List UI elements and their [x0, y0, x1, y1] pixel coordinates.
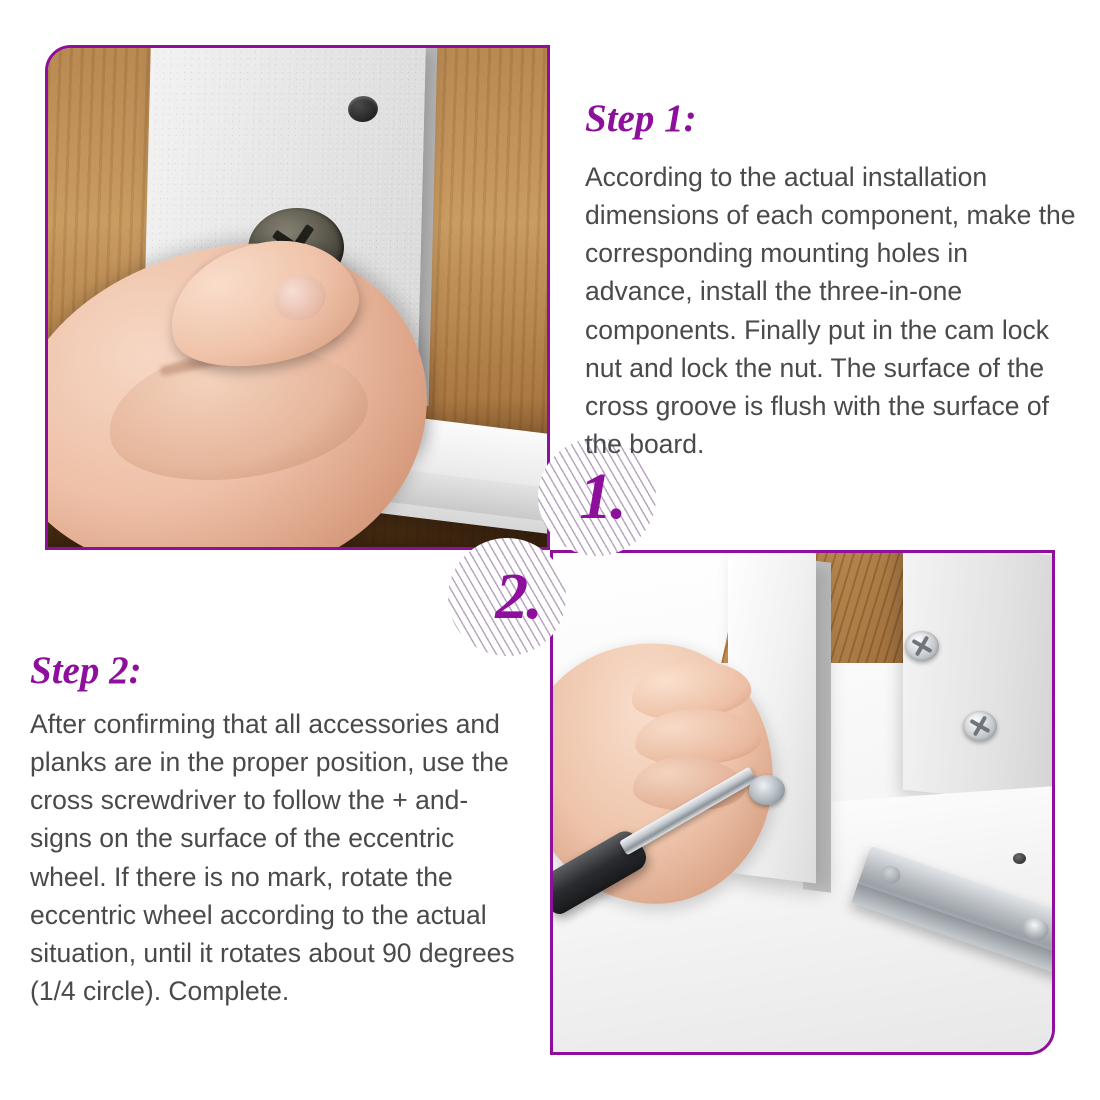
- rail-notch: [878, 863, 903, 887]
- badge-2-label: 2.: [495, 560, 541, 633]
- step-1-body: According to the actual installation dimensions of each component, make the corresponding mounting holes in advance, install the three-in-one components. Finally put in the cam lock nut and lock the nut. The surface of the cross groove is flush with the surface of the board.: [585, 162, 1076, 460]
- cross-screw-icon: [905, 631, 939, 661]
- small-hole-icon: [1013, 853, 1026, 864]
- step-2-heading: Step 2:: [30, 649, 142, 692]
- cross-screw-icon: [963, 711, 997, 741]
- step-1-heading: Step 1:: [585, 97, 697, 140]
- eccentric-wheel-icon: [749, 775, 785, 805]
- rail-screw-icon: [1020, 914, 1052, 943]
- step-1-photo: [45, 45, 550, 550]
- step-2-photo: [550, 550, 1055, 1055]
- step-2-body: After confirming that all accessories and planks are in the proper position, use the cross screwdriver to follow the + and-signs on the surface of the eccentric wheel. If there is no mark, rotate the eccentric wheel according to the actual situation, until it rotates about 90 degrees (1/4 circle). Complete.: [30, 709, 515, 1007]
- badge-1-label: 1.: [579, 460, 625, 533]
- badge-2: [448, 538, 566, 656]
- back-panel: [903, 550, 1055, 806]
